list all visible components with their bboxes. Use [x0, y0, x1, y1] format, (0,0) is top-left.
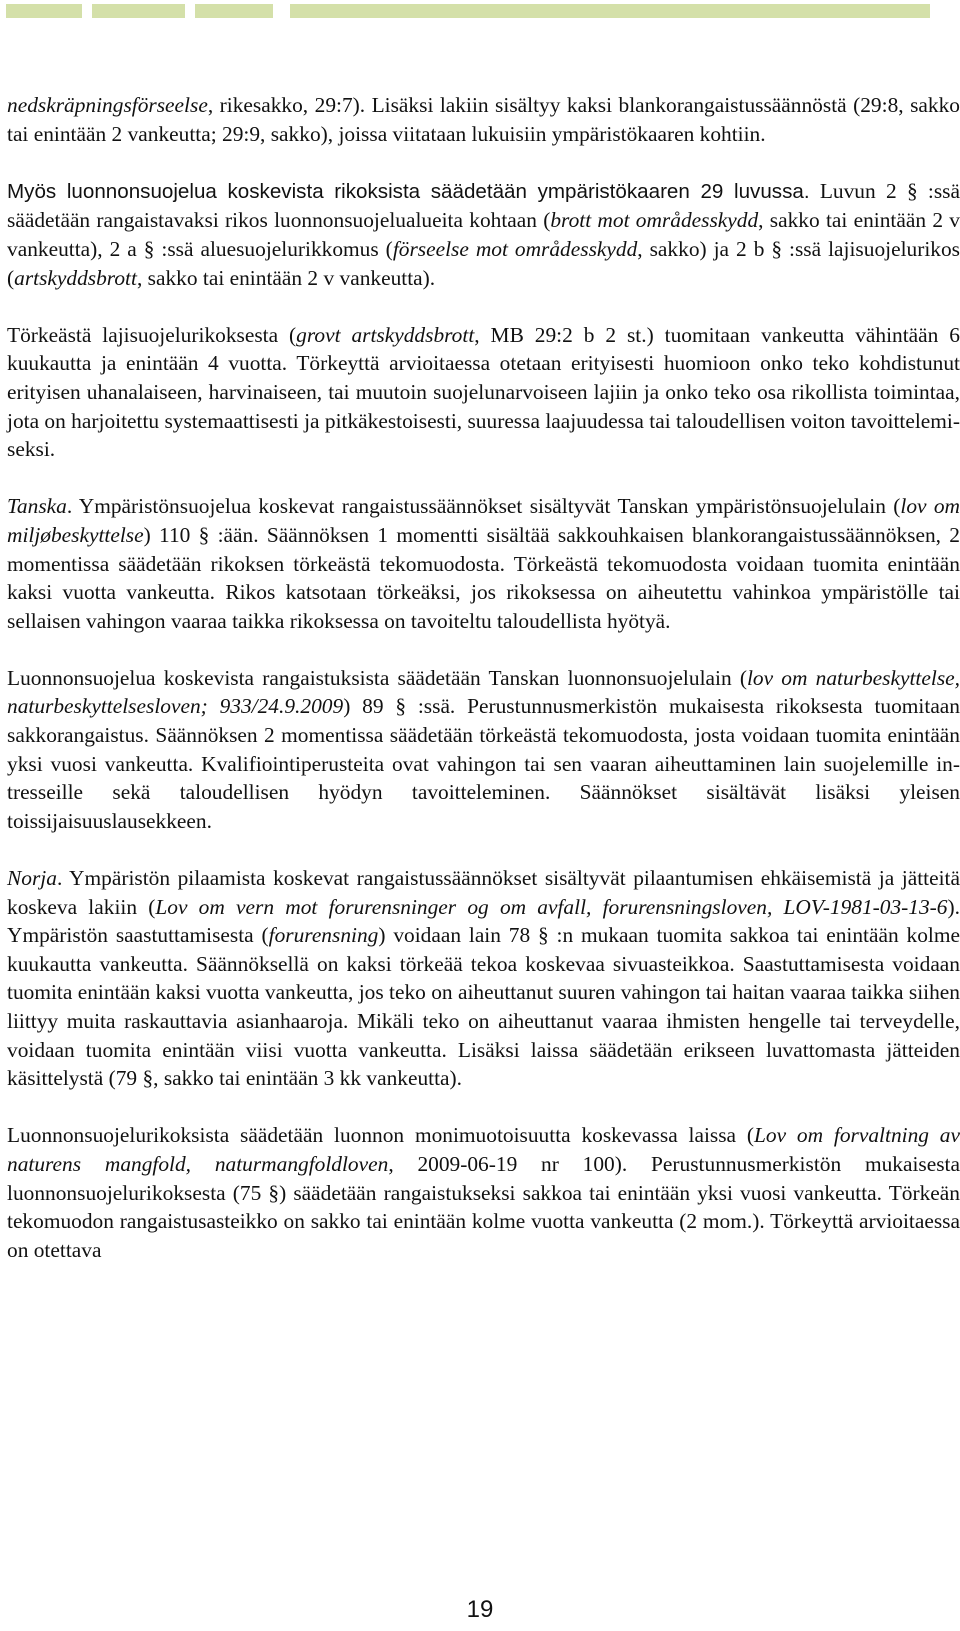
text-run: , sakko tai enintään 2 v vankeutta).: [136, 265, 436, 290]
italic-run: grovt artskyddsbrott: [296, 322, 475, 347]
text-run: Luonnonsuojelua koskevista rangaistuksista säädetään Tanskan luonnonsuojelulain (: [7, 665, 747, 690]
text-run: , rikesakko, 29:7). Lisäksi lakiin sisältyy kaksi blankorangaistussäännöstä (29:8, sakko tai enintään 2 vankeutta; 29:9, sakko), joissa viitataan lukuisiin ympäristökaaren kohtiin.: [7, 93, 960, 146]
italic-run: förseelse mot områdesskydd: [392, 236, 638, 261]
page-number: 19: [466, 1596, 494, 1623]
header-band-segment: [92, 4, 185, 18]
header-band-segment: [6, 4, 82, 18]
text-run: Luvun 2 § :ssä säädetään rangaistavaksi rikos luonnonsuojelualueita kohtaan (: [7, 178, 960, 233]
italic-run: brott mot områdesskydd: [550, 208, 759, 233]
italic-run: Lov om vern mot forurensninger og om avfall, forurensningsloven, LOV-1981-03-13-6: [155, 894, 948, 919]
italic-run: forurensning: [268, 923, 379, 948]
paragraph: [7, 664, 960, 836]
paragraph: [7, 177, 960, 292]
text-run: Luonnonsuojelurikoksista säädetään luonnon monimuotoisuutta koskevassa laissa (: [7, 1123, 755, 1148]
document-body: [7, 91, 960, 1293]
paragraph: [7, 321, 960, 464]
italic-run: lov om naturbeskyttelse, naturbeskyttelsesloven; 933/24.9.2009: [7, 665, 960, 719]
text-run: ) 110 § :ään. Säännöksen 1 momentti sisältää sakkouhkaisen blankorangaistussäännöksen, 2 momentissa säädetään rikoksen törkeästä tekomuodosta. Törkeästä tekomuodosta voidaan tuomita enintään kaksi vuotta vankeutta. Rikos katsotaan törkeäksi, jos rikoksessa on aiheutettu vahinkoa ympäristölle tai sellaisen vahingon vaaraa taikka rikoksessa on tavoiteltu taloudellista hyötyä.: [7, 522, 960, 633]
text-run: , sakko) ja 2 b § :ssä lajisuojelurikos (: [7, 236, 960, 290]
paragraph: [7, 864, 960, 1093]
paragraph: [7, 1121, 960, 1264]
text-run: , sakko tai enintään 2 v vankeutta), 2 a § :ssä aluesuojelurikkomus (: [7, 208, 960, 261]
italic-run: Norja: [7, 866, 57, 891]
paragraph: [7, 492, 960, 635]
text-run: ) voidaan lain 78 § :n mukaan tuomita sakkoa tai enintään kolme kuukautta vankeutta. Säännöksellä on kaksi törkeää tekoa koskevaa sivuasteikkoa. Saastuttamisesta voidaan tuomita enintään kaksi vuotta vankeutta, jos teko on aiheuttanut suuren vahingon tai haitan vaaraa taikka siihen liittyy muita raskauttavia asianhaaroja. Mikäli teko on aiheuttanut vaaraa ihmisten hengelle tai terveydelle, voidaan tuomita enintään viisi vuotta vankeutta. Lisäksi laissa säädetään erikseen luvattomasta jätteiden käsittelystä (79 §, sakko tai enintään 3 kk vankeutta).: [7, 923, 960, 1091]
text-run: . Ympäristön pilaamista koskevat rangaistussäännökset sisältyvät pilaantumisen ehkäisemistä ja jätteitä koskeva lakiin (: [7, 866, 960, 919]
italic-run: Lov om forvaltning av naturens mangfold, naturmangfoldloven: [7, 1123, 960, 1176]
italic-run: artskyddsbrott: [14, 265, 137, 290]
text-run: Myös luonnonsuojelua koskevista rikoksista säädetään ympäristökaaren 29 luvussa.: [7, 179, 810, 203]
text-run: , 2009-06-19 nr 100). Perustunnusmerkistön mukaisesta luonnonsuojelurikoksesta (75 §) säädetään rangaistukseksi sakkoa tai enintään yksi vuosi vankeutta. Törkeän tekomuodon rangaistusasteikko on sakko tai enintään kolme vuotta vankeutta (2 mom.). Törkeyttä arvioitaessa on otettava: [7, 1151, 960, 1262]
header-band: [0, 4, 960, 18]
header-band-segment: [195, 4, 273, 18]
italic-run: Tanska: [7, 494, 67, 519]
italic-run: nedskräpningsförseelse: [7, 93, 208, 117]
text-run: ) 89 § :ssä. Perustunnusmerkistön mukaisesta rikoksesta tuomitaan sakkorangaistus. Säännöksen 2 momentissa säädetään törkeästä tekomuodosta, josta voidaan tuomita enintään yksi vuosi vankeutta. Kvalifiointiperusteita ovat vahingon tai sen vaaran aiheuttaminen lain suojelemille intresseille sekä taloudellisen hyödyn tavoitteleminen. Säännökset sisältävät lisäksi yleisen toissijaisuuslausekkeen.: [7, 694, 960, 833]
italic-run: lov om miljøbeskyttelse: [7, 494, 960, 547]
header-band-segment: [290, 4, 930, 18]
text-run: Törkeästä lajisuojelurikoksesta (: [7, 322, 297, 347]
text-run: . Ympäristönsuojelua koskevat rangaistussäännökset sisältyvät Tanskan ympäristönsuojelulain (: [66, 494, 901, 519]
text-run: ). Ympäristön saastuttamisesta (: [7, 894, 960, 948]
paragraph: [7, 91, 960, 148]
text-run: , MB 29:2 b 2 st.) tuomitaan vankeutta vähintään 6 kuukautta ja enintään 4 vuotta. Törkeyttä arvioitaessa otetaan erityisesti huomioon onko teko kohdistunut erityisen uhanalaiseen, harvinaiseen, tai muutoin suojelunarvoiseen lajiin ja onko teko osa rikollista toimintaa, jota on harjoitettu systemaattisesti ja pitkäkestoisesti, suuressa laajuudessa tai taloudellisen voiton tavoittelemiseksi.: [7, 322, 960, 462]
